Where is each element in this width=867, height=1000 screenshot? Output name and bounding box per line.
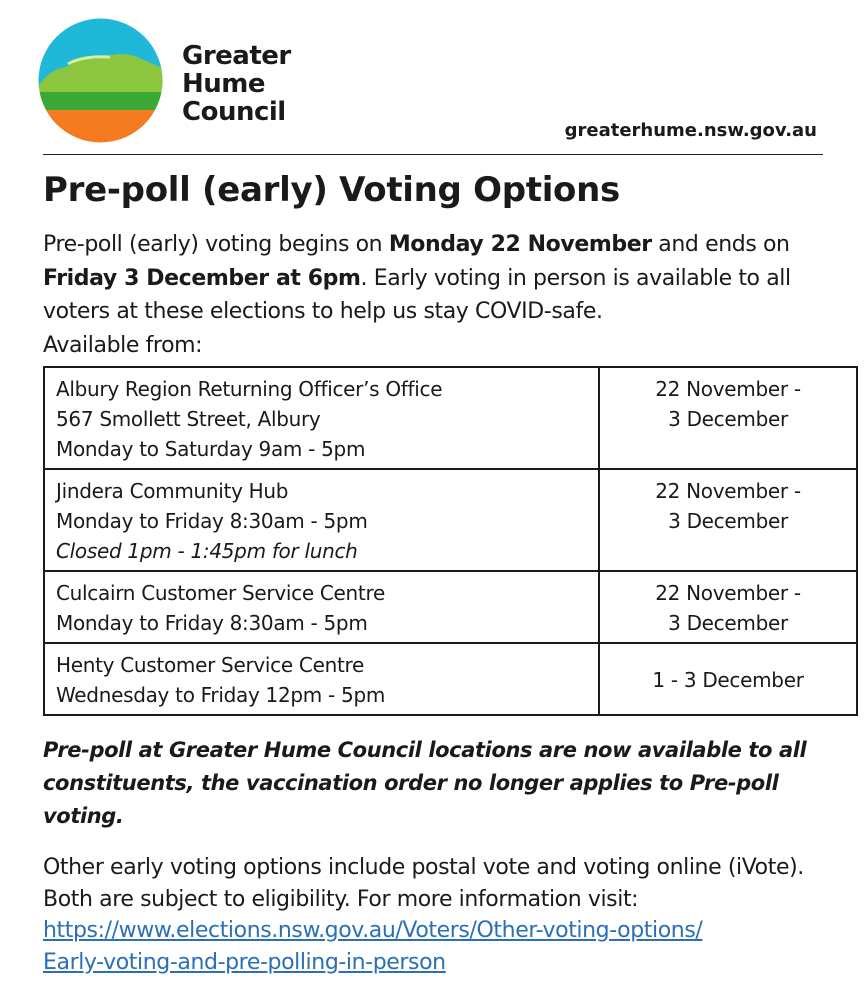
table-row [44,367,857,469]
start-date: Monday 22 November [388,232,652,257]
available-from-label: Available from: [43,332,203,358]
venue-hours: Wednesday to Friday 12pm - 5pm [56,683,386,707]
dates-cell [599,643,857,715]
elections-link-line[interactable]: https://www.elections.nsw.gov.au/Voters/Other-voting-options/ [43,918,703,943]
venue-name: Jindera Community Hub [56,479,289,503]
intro-paragraph [43,228,843,362]
venue-hours: Monday to Friday 8:30am - 5pm [56,611,368,635]
intro-text: Pre-poll (early) voting begins on [43,232,389,257]
other-options-text: Other early voting options include postal vote and voting online (iVote). Both are subject to eligibility. For more information visit: [43,855,804,912]
org-name-line: Greater [182,41,291,71]
date-line: 22 November - [655,581,801,605]
date-line: 1 - 3 December [652,668,804,692]
venue-hours: Monday to Saturday 9am - 5pm [56,437,366,461]
intro-text: and ends on [651,232,790,257]
council-logo-icon [38,18,163,143]
notice-paragraph: Pre-poll at Greater Hume Council locations are now available to all constituents, the vaccination order no longer applies to Pre-poll voting. [43,738,807,828]
intro-text: . Early voting in person is available to all voters at these elections to help us stay COVID-safe. [43,265,791,324]
council-logo [38,18,163,143]
dates-cell [599,469,857,571]
venue-cell [44,643,599,715]
dates-cell [599,571,857,643]
elections-link-line[interactable]: Early-voting-and-pre-polling-in-person [43,949,446,975]
elections-link[interactable] [43,915,843,978]
org-name-line: Hume [182,69,265,99]
header-divider [43,154,823,155]
dates-cell [599,367,857,469]
table-row [44,469,857,571]
date-line: 3 December [668,611,788,635]
venue-name: Albury Region Returning Officer’s Office [56,377,443,401]
venue-address: 567 Smollett Street, Albury [56,407,321,431]
org-name-line: Council [182,97,286,127]
venue-cell [44,469,599,571]
venue-cell [44,571,599,643]
date-line: 3 December [668,509,788,533]
org-name [182,42,291,126]
table-row [44,571,857,643]
venues-table [43,366,858,716]
table-row [44,643,857,715]
venue-note: Closed 1pm - 1:45pm for lunch [56,539,358,563]
venue-hours: Monday to Friday 8:30am - 5pm [56,509,368,533]
page-title: Pre-poll (early) Voting Options [43,170,620,210]
date-line: 22 November - [655,377,801,401]
other-options-paragraph [43,852,843,978]
date-line: 22 November - [655,479,801,503]
venue-name: Henty Customer Service Centre [56,653,365,677]
website-text: greaterhume.nsw.gov.au [564,120,817,141]
date-line: 3 December [668,407,788,431]
venue-name: Culcairn Customer Service Centre [56,581,385,605]
end-date: Friday 3 December at 6pm [43,265,361,291]
venue-cell [44,367,599,469]
